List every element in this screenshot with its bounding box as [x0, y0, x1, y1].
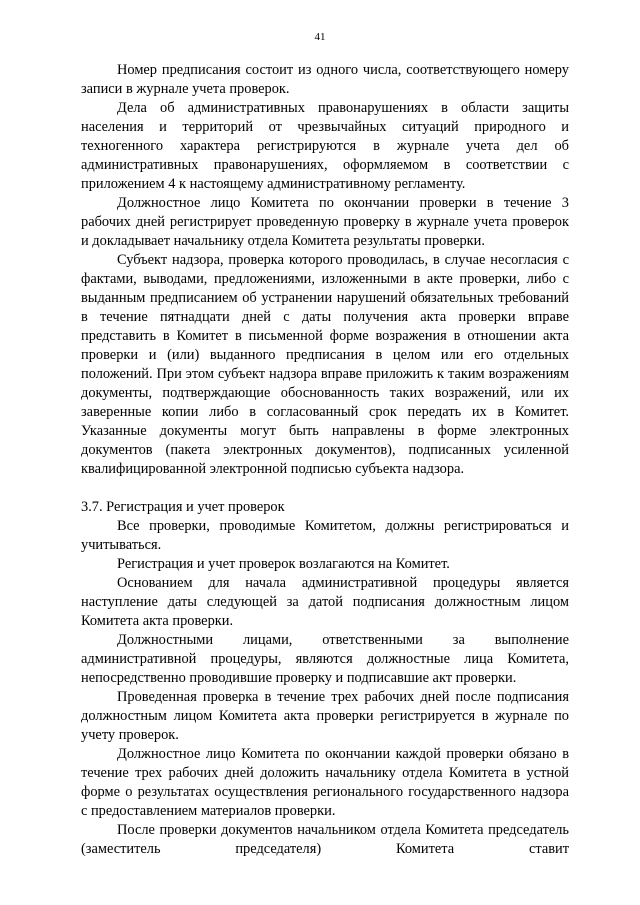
- paragraph-procedure-basis: Основанием для начала административной процедуры является наступление даты следующей за датой подписания должностным лицом Комитета акта проверки.: [81, 575, 569, 629]
- paragraph-report-to-head: Должностное лицо Комитета по окончании каждой проверки обязано в течение трех рабочих дней доложить начальнику отдела Комитета в устной форме о результатах осуществления регионального государственного надзора с предоставлением материалов проверки.: [81, 746, 569, 819]
- document-body: [81, 61, 569, 859]
- paragraph-registration-deadline: Проведенная проверка в течение трех рабочих дней после подписания должностным лицом Комитета акта проверки регистрируется в журнале по учету проверок.: [81, 689, 569, 743]
- paragraph-inspection-registration: Должностное лицо Комитета по окончании проверки в течение 3 рабочих дней регистрирует проведенную проверку в журнале учета проверок и докладывает начальнику отдела Комитета результаты проверки.: [81, 195, 569, 249]
- paragraph-all-inspections: Все проверки, проводимые Комитетом, должны регистрироваться и учитываться.: [81, 518, 569, 553]
- paragraph-responsible-officials: Должностными лицами, ответственными за выполнение административной процедуры, являются должностные лица Комитета, непосредственно проводившие проверку и подписавшие акт проверки.: [81, 632, 569, 686]
- paragraph-document-check: После проверки документов начальником отдела Комитета председатель (заместитель председателя) Комитета ставит: [81, 822, 569, 857]
- page-number: 41: [314, 31, 326, 43]
- paragraph-admin-offense-cases: Дела об административных правонарушениях в области защиты населения и территорий от чрезвычайных ситуаций природного и техногенного характера регистрируются в журнале учета дел об административных правонарушениях, оформляемом в соответствии с приложением 4 к настоящему административному регламенту.: [81, 100, 569, 192]
- paragraph-objections: Субъект надзора, проверка которого проводилась, в случае несогласия с фактами, выводами, предложениями, изложенными в акте проверки, либо с выданным предписанием об устранении нарушений обязательных требований в течение пятнадцати дней с даты получения акта проверки вправе представить в Комитет в письменной форме возражения в отношении акта проверки и (или) выданного предписания в целом или его отдельных положений. При этом субъект надзора вправе приложить к таким возражениям документы, подтверждающие обоснованность таких возражений, или их заверенные копии либо в согласованный срок передать их в Комитет. Указанные документы могут быть направлены в форме электронных документов (пакета электронных документов), подписанных усиленной квалифицированной электронной подписью субъекта надзора.: [81, 252, 569, 477]
- paragraph-record-number: Номер предписания состоит из одного числа, соответствующего номеру записи в журнале учета проверок.: [81, 62, 569, 97]
- section-heading: 3.7. Регистрация и учет проверок: [81, 499, 285, 515]
- paragraph-registration-responsibility: Регистрация и учет проверок возлагаются на Комитет.: [117, 556, 450, 572]
